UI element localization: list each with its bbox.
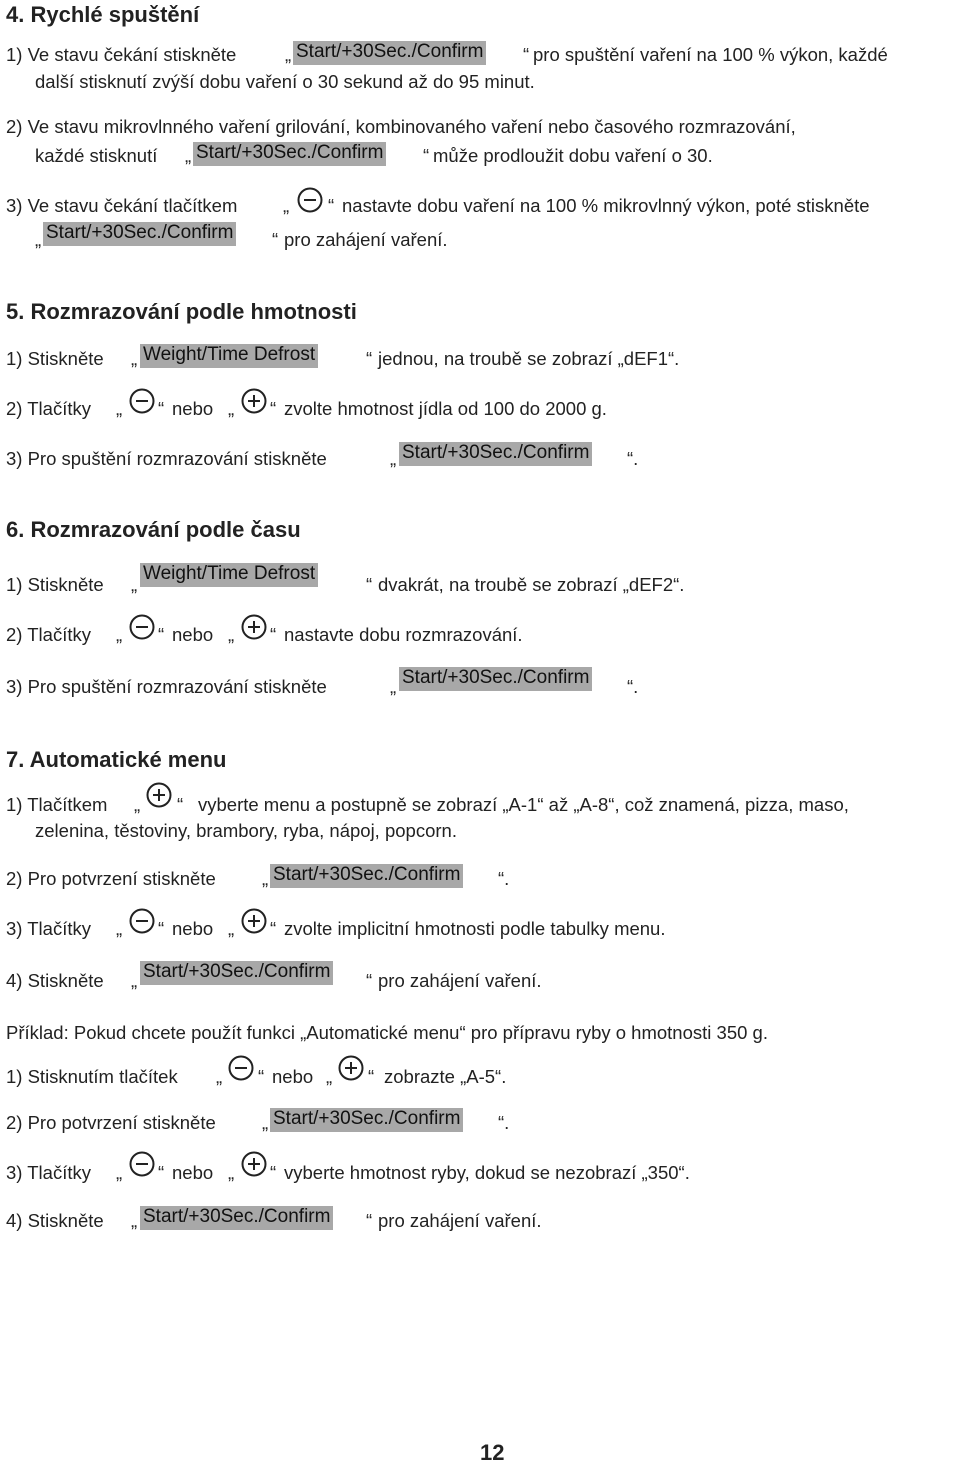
sec4-line2-text-b: každé stisknutí [35, 145, 158, 166]
quote-close: “ [158, 624, 165, 645]
sec5-line1-text: 1) Stiskněte [6, 348, 104, 369]
sec7-line3-text: 3) Tlačítky [6, 918, 91, 939]
minus-circle-icon[interactable] [129, 908, 155, 934]
quote-open: „ [131, 574, 138, 595]
example-line1-text-c: zobrazte „A-5“. [384, 1066, 507, 1087]
plus-circle-icon[interactable] [146, 782, 172, 808]
sec6-line2-text: 2) Tlačítky [6, 624, 91, 645]
quote-close: “ [270, 624, 277, 645]
quote-open: „ [262, 1112, 269, 1133]
quote-open: „ [185, 145, 192, 166]
quote-open: „ [131, 1210, 138, 1231]
sec7-line1-text-b: vyberte menu a postupně se zobrazí „A-1“ až „A-8“, což znamená, pizza, maso, [198, 794, 849, 815]
quote-open: „ [116, 1162, 123, 1183]
minus-circle-icon[interactable] [129, 614, 155, 640]
quote-close: “ [423, 145, 430, 166]
quote-open: „ [116, 624, 123, 645]
example-line1-or: nebo [272, 1066, 314, 1087]
quote-open: „ [285, 44, 292, 65]
sec7-line2-text: 2) Pro potvrzení stiskněte [6, 868, 216, 889]
sec4-line1-text: 1) Ve stavu čekání stiskněte [6, 44, 237, 65]
section-4-title: 4. Rychlé spuštění [6, 2, 200, 27]
quote-close: “ [177, 794, 184, 815]
quote-close-period: “. [498, 868, 510, 889]
quote-close-period: “. [627, 448, 639, 469]
sec4-line1-wrap: další stisknutí zvýší dobu vaření o 30 sekund až do 95 minut. [35, 71, 535, 92]
quote-open: „ [326, 1066, 333, 1087]
quote-close: “ [270, 1162, 277, 1183]
sec4-line3-text-b: nastavte dobu vaření na 100 % mikrovlnný výkon, poté stiskněte [342, 195, 870, 216]
quote-close: “ [523, 44, 530, 65]
start-confirm-button[interactable]: Start/+30Sec./Confirm [270, 864, 463, 888]
quote-open: „ [228, 398, 235, 419]
sec7-line4-text: 4) Stiskněte [6, 970, 104, 991]
plus-circle-icon[interactable] [241, 388, 267, 414]
sec6-line2-or: nebo [172, 624, 214, 645]
example-line4-text-b: pro zahájení vaření. [378, 1210, 542, 1231]
sec4-line3-text: 3) Ve stavu čekání tlačítkem [6, 195, 238, 216]
quote-open: „ [390, 676, 397, 697]
quote-open: „ [228, 624, 235, 645]
quote-open: „ [228, 1162, 235, 1183]
sec4-line3-text-c: pro zahájení vaření. [284, 229, 448, 250]
section-6-title: 6. Rozmrazování podle času [6, 517, 301, 542]
section-5-title: 5. Rozmrazování podle hmotnosti [6, 299, 357, 324]
start-confirm-button[interactable]: Start/+30Sec./Confirm [270, 1108, 463, 1132]
quote-close: “ [158, 1162, 165, 1183]
sec5-line2-or: nebo [172, 398, 214, 419]
start-confirm-button[interactable]: Start/+30Sec./Confirm [399, 442, 592, 466]
start-confirm-button[interactable]: Start/+30Sec./Confirm [43, 222, 236, 246]
quote-open: „ [390, 448, 397, 469]
quote-open: „ [283, 195, 290, 216]
minus-circle-icon[interactable] [297, 187, 323, 213]
quote-open: „ [262, 868, 269, 889]
quote-close: “ [366, 348, 373, 369]
quote-close: “ [328, 195, 335, 216]
quote-open: „ [131, 348, 138, 369]
example-intro: Příklad: Pokud chcete použít funkci „Automatické menu“ pro přípravu ryby o hmotnosti 350 g. [6, 1022, 768, 1043]
quote-close: “ [270, 918, 277, 939]
quote-open: „ [35, 229, 42, 250]
sec7-line1-text: 1) Tlačítkem [6, 794, 108, 815]
sec4-line1-text-cont: pro spuštění vaření na 100 % výkon, každé [533, 44, 888, 65]
quote-close: “ [270, 398, 277, 419]
weight-time-defrost-button[interactable]: Weight/Time Defrost [140, 563, 318, 587]
start-confirm-button[interactable]: Start/+30Sec./Confirm [399, 667, 592, 691]
sec5-line3-text: 3) Pro spuštění rozmrazování stiskněte [6, 448, 327, 469]
start-confirm-button[interactable]: Start/+30Sec./Confirm [140, 961, 333, 985]
quote-close: “ [368, 1066, 375, 1087]
sec4-line2-text: 2) Ve stavu mikrovlnného vaření grilování, kombinovaného vaření nebo časového rozmrazování, [6, 116, 796, 137]
sec5-line2-text: 2) Tlačítky [6, 398, 91, 419]
start-confirm-button[interactable]: Start/+30Sec./Confirm [293, 41, 486, 65]
plus-circle-icon[interactable] [241, 1151, 267, 1177]
minus-circle-icon[interactable] [129, 388, 155, 414]
example-line2-text: 2) Pro potvrzení stiskněte [6, 1112, 216, 1133]
sec6-line1-text: 1) Stiskněte [6, 574, 104, 595]
example-line3-or: nebo [172, 1162, 214, 1183]
example-line1-text: 1) Stisknutím tlačítek [6, 1066, 178, 1087]
minus-circle-icon[interactable] [129, 1151, 155, 1177]
sec7-line3-text-c: zvolte implicitní hmotnosti podle tabulky menu. [284, 918, 666, 939]
quote-open: „ [131, 970, 138, 991]
quote-open: „ [116, 398, 123, 419]
sec6-line1-text-b: dvakrát, na troubě se zobrazí „dEF2“. [378, 574, 685, 595]
example-line4-text: 4) Stiskněte [6, 1210, 104, 1231]
plus-circle-icon[interactable] [338, 1055, 364, 1081]
sec7-line3-or: nebo [172, 918, 214, 939]
quote-close: “ [158, 398, 165, 419]
sec6-line3-text: 3) Pro spuštění rozmrazování stiskněte [6, 676, 327, 697]
sec5-line2-text-c: zvolte hmotnost jídla od 100 do 2000 g. [284, 398, 607, 419]
quote-close-period: “. [498, 1112, 510, 1133]
start-confirm-button[interactable]: Start/+30Sec./Confirm [193, 142, 386, 166]
quote-open: „ [134, 794, 141, 815]
quote-close: “ [366, 574, 373, 595]
sec4-line2-text-c: může prodloužit dobu vaření o 30. [433, 145, 713, 166]
quote-close: “ [158, 918, 165, 939]
section-7-title: 7. Automatické menu [6, 747, 227, 772]
sec7-line1-wrap: zelenina, těstoviny, brambory, ryba, nápoj, popcorn. [35, 820, 457, 841]
quote-close: “ [366, 1210, 373, 1231]
sec5-line1-text-b: jednou, na troubě se zobrazí „dEF1“. [378, 348, 680, 369]
weight-time-defrost-button[interactable]: Weight/Time Defrost [140, 344, 318, 368]
quote-close-period: “. [627, 676, 639, 697]
minus-circle-icon[interactable] [228, 1055, 254, 1081]
plus-circle-icon[interactable] [241, 908, 267, 934]
quote-close: “ [272, 229, 279, 250]
sec6-line2-text-c: nastavte dobu rozmrazování. [284, 624, 523, 645]
start-confirm-button[interactable]: Start/+30Sec./Confirm [140, 1206, 333, 1230]
page-number: 12 [480, 1440, 505, 1465]
plus-circle-icon[interactable] [241, 614, 267, 640]
quote-open: „ [228, 918, 235, 939]
quote-close: “ [366, 970, 373, 991]
sec7-line4-text-b: pro zahájení vaření. [378, 970, 542, 991]
quote-open: „ [116, 918, 123, 939]
example-line3-text: 3) Tlačítky [6, 1162, 91, 1183]
quote-open: „ [216, 1066, 223, 1087]
example-line3-text-c: vyberte hmotnost ryby, dokud se nezobrazí „350“. [284, 1162, 690, 1183]
quote-close: “ [258, 1066, 265, 1087]
